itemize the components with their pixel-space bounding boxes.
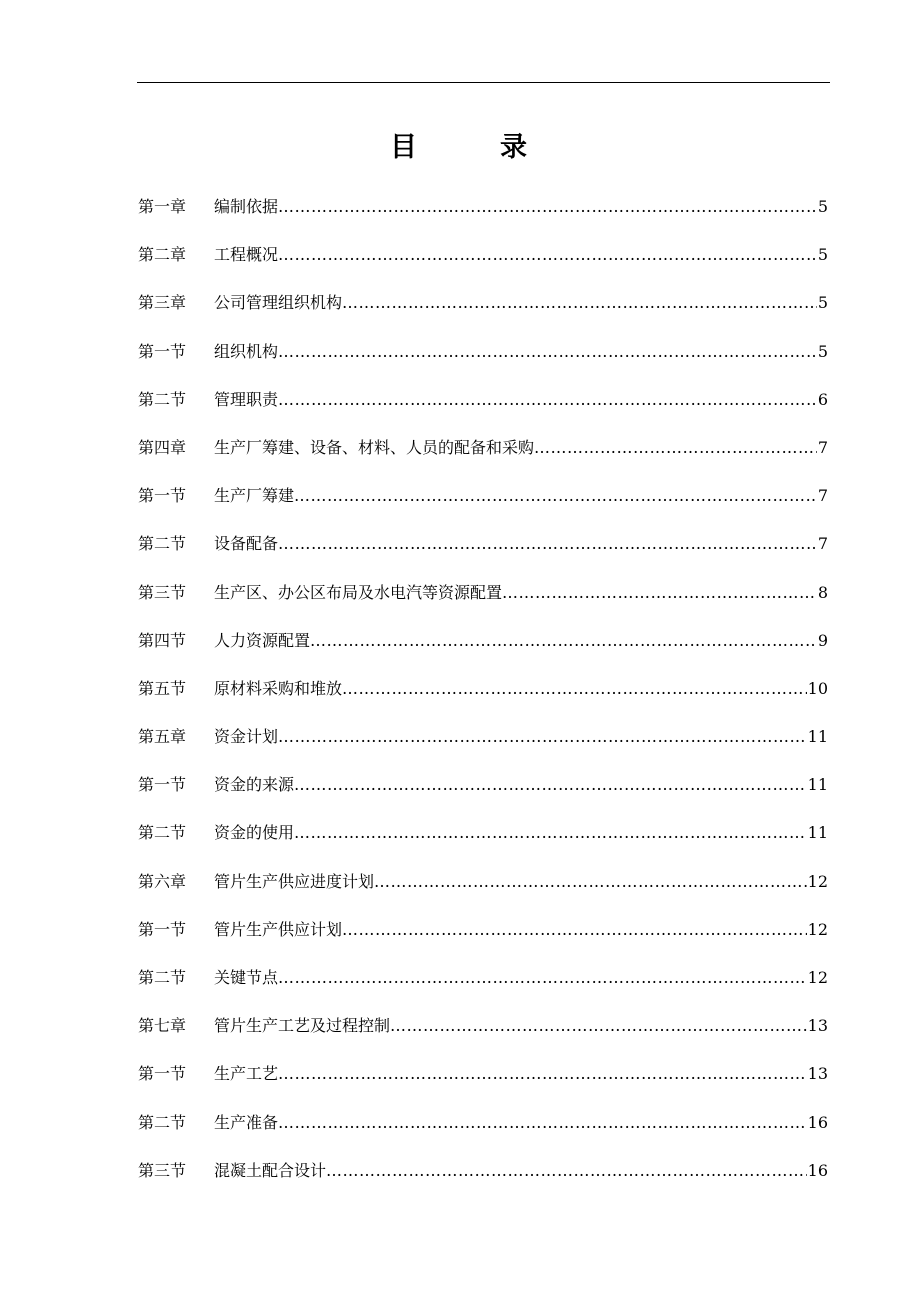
toc-dot-leader <box>278 1060 807 1088</box>
toc-entry-title: 公司管理组织机构 <box>214 293 343 313</box>
toc-entry-title: 管片生产工艺及过程控制 <box>214 1016 391 1036</box>
toc-entry-page: 5 <box>817 197 828 216</box>
toc-entry-label: 第二节 <box>138 389 187 409</box>
toc-entry[interactable] <box>138 916 828 964</box>
toc-entry[interactable] <box>138 482 828 530</box>
toc-entry-title: 工程概况 <box>214 245 279 265</box>
toc-entry-page: 8 <box>817 582 828 602</box>
toc-entry-page: 13 <box>807 1016 828 1036</box>
toc-entry-label: 第一章 <box>138 197 187 216</box>
toc-entry-page: 10 <box>807 678 828 698</box>
toc-entry-title: 资金的来源 <box>214 775 295 795</box>
toc-entry-page: 9 <box>817 630 828 650</box>
toc-dot-leader <box>278 241 817 269</box>
toc-entry-page: 13 <box>807 1064 828 1084</box>
toc-entry[interactable] <box>138 1060 828 1108</box>
toc-entry[interactable] <box>138 1109 828 1157</box>
toc-entry[interactable] <box>138 868 828 916</box>
toc-entry-page: 16 <box>807 1160 828 1180</box>
toc-entry-label: 第二章 <box>138 245 187 265</box>
toc-entry-label: 第二节 <box>138 534 187 554</box>
toc-entry-title: 人力资源配置 <box>214 630 311 650</box>
toc-entry-title: 管片生产供应进度计划 <box>214 871 375 891</box>
toc-entry-label: 第五章 <box>138 727 187 747</box>
toc-dot-leader <box>326 1157 807 1185</box>
toc-entry[interactable] <box>138 530 828 578</box>
toc-entry-title: 生产工艺 <box>214 1064 279 1084</box>
toc-dot-leader <box>278 386 817 414</box>
toc-entry-title: 关键节点 <box>214 968 279 987</box>
toc-entry[interactable] <box>138 627 828 675</box>
toc-entry-label: 第四章 <box>138 437 187 457</box>
toc-entry-page: 5 <box>817 341 828 361</box>
toc-entry-label: 第二节 <box>138 968 187 987</box>
toc-entry-label: 第五节 <box>138 678 187 698</box>
toc-entry-label: 第二节 <box>138 1112 187 1132</box>
toc-entry-page: 11 <box>807 823 828 843</box>
toc-dot-leader <box>278 964 807 992</box>
table-of-contents <box>138 193 828 1205</box>
toc-entry-page: 5 <box>817 293 828 313</box>
toc-entry-title: 管理职责 <box>214 389 279 409</box>
toc-entry[interactable] <box>138 338 828 386</box>
toc-entry[interactable] <box>138 675 828 723</box>
toc-dot-leader <box>502 579 817 607</box>
toc-entry-title: 设备配备 <box>214 534 279 554</box>
toc-entry-title: 资金的使用 <box>214 823 295 843</box>
toc-entry-title: 原材料采购和堆放 <box>214 678 343 698</box>
toc-dot-leader <box>294 819 807 847</box>
toc-entry[interactable] <box>138 819 828 867</box>
toc-dot-leader <box>278 193 817 221</box>
toc-entry-label: 第一节 <box>138 486 187 506</box>
toc-entry-title: 管片生产供应计划 <box>214 919 343 939</box>
toc-entry[interactable] <box>138 241 828 289</box>
toc-entry-title: 混凝土配合设计 <box>214 1160 327 1180</box>
page-title: 目 录 <box>390 132 555 163</box>
toc-entry-label: 第六章 <box>138 871 187 891</box>
toc-entry-label: 第二节 <box>138 823 187 843</box>
toc-entry-title: 组织机构 <box>214 341 279 361</box>
toc-entry-page: 7 <box>817 437 828 457</box>
toc-entry-title: 生产区、办公区布局及水电汽等资源配置 <box>214 582 503 602</box>
toc-entry-page: 7 <box>817 534 828 554</box>
toc-entry-label: 第三章 <box>138 293 187 313</box>
toc-dot-leader <box>342 916 807 944</box>
toc-entry-label: 第一节 <box>138 919 187 939</box>
toc-dot-leader <box>342 675 807 703</box>
toc-entry-page: 7 <box>817 486 828 506</box>
toc-dot-leader <box>534 434 817 462</box>
toc-entry[interactable] <box>138 434 828 482</box>
toc-entry[interactable] <box>138 723 828 771</box>
toc-dot-leader <box>278 530 817 558</box>
toc-entry-title: 编制依据 <box>214 197 279 216</box>
toc-entry-page: 16 <box>807 1112 828 1132</box>
toc-entry-page: 12 <box>807 919 828 939</box>
toc-entry-page: 12 <box>807 968 828 987</box>
toc-entry[interactable] <box>138 579 828 627</box>
toc-dot-leader <box>278 723 807 751</box>
toc-entry[interactable] <box>138 386 828 434</box>
toc-entry[interactable] <box>138 1012 828 1060</box>
toc-entry-page: 12 <box>807 871 828 891</box>
toc-dot-leader <box>390 1012 807 1040</box>
toc-entry-page: 5 <box>817 245 828 265</box>
toc-entry-page: 11 <box>807 775 828 795</box>
toc-dot-leader <box>310 627 817 655</box>
toc-dot-leader <box>278 1109 807 1137</box>
toc-dot-leader <box>294 482 817 510</box>
toc-entry-label: 第四节 <box>138 630 187 650</box>
toc-entry[interactable] <box>138 771 828 819</box>
toc-entry-label: 第一节 <box>138 1064 187 1084</box>
toc-entry-label: 第一节 <box>138 341 187 361</box>
toc-entry-title: 生产准备 <box>214 1112 279 1132</box>
toc-entry[interactable] <box>138 289 828 337</box>
header-rule <box>137 82 830 83</box>
toc-entry[interactable] <box>138 964 828 1012</box>
toc-entry-page: 6 <box>817 389 828 409</box>
toc-dot-leader <box>278 338 817 366</box>
toc-entry[interactable] <box>138 193 828 241</box>
toc-dot-leader <box>294 771 807 799</box>
toc-dot-leader <box>374 868 807 896</box>
toc-entry-label: 第三节 <box>138 582 187 602</box>
toc-entry[interactable] <box>138 1157 828 1205</box>
toc-entry-label: 第七章 <box>138 1016 187 1036</box>
toc-entry-label: 第一节 <box>138 775 187 795</box>
toc-entry-title: 生产厂筹建、设备、材料、人员的配备和采购 <box>214 437 535 457</box>
toc-entry-label: 第三节 <box>138 1160 187 1180</box>
toc-entry-title: 生产厂筹建 <box>214 486 295 506</box>
toc-entry-page: 11 <box>807 727 828 747</box>
toc-dot-leader <box>342 289 817 317</box>
toc-entry-title: 资金计划 <box>214 727 279 747</box>
